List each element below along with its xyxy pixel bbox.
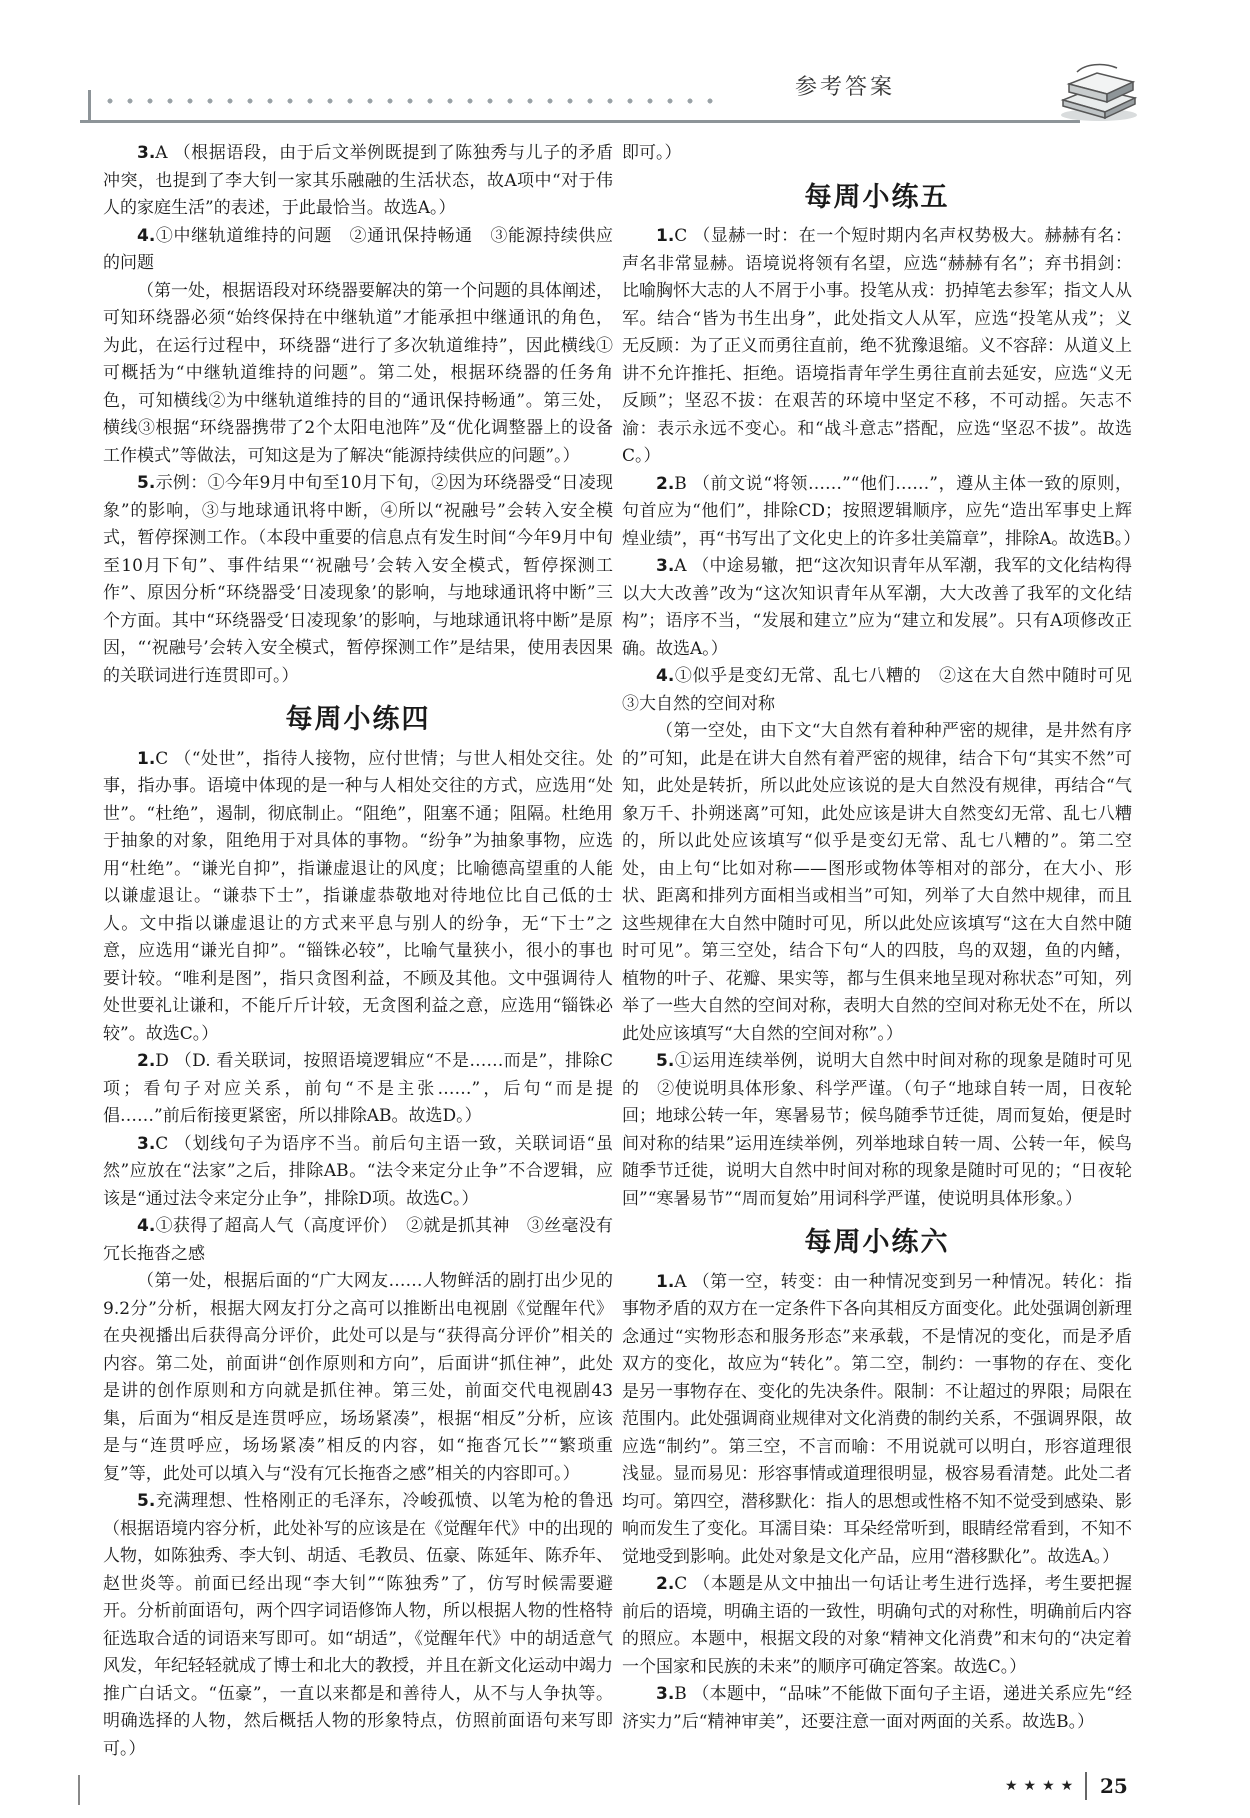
header-left-tick (88, 90, 91, 123)
section-title-week6: 每周小练六 (804, 1227, 950, 1258)
week4-answer-1: 1.C （“处世”，指待人接物，应付世情；与世人相处交往。处事，指办事。语境中体现的是一种与人相处交往的方式，应选用“处世”。“杜绝”，遏制，彻底制止。“阻绝”，阻塞不通；阻隔。杜绝用于抽象的对象，阻绝用于对具体的事物。“纷争”为抽象事物，应选用“杜绝”。“谦光自抑”，指谦虚退让的风度；比喻德高望重的人能以谦虚退让。“谦恭下士”，指谦虚恭敬地对待地位比自己低的士人。文中指以谦虚退让的方式来平息与别人的纷争，无“下士”之意，应选用“谦光自抑”。“锱铢必较”，比喻气量狭小，很小的事也要计较。“唯利是图”，指只贪图利益，不顾及其他。文中强调待人处世要礼让谦和，不能斤斤计较，无贪图利益之意，应选用“锱铢必较”。故选C。） (103, 748, 613, 1044)
week5-answer-3: 3.A （中途易辙，把“这次知识青年从军潮，我军的文化结构得以大大改善”改为“这次知识青年从军潮，大大改善了我军的文化结构”；语序不当，“发展和建立”应为“建立和发展”。只有A项修改正确。故选A。） (622, 556, 1132, 659)
week5-answer-1: 1.C （显赫一时：在一个短时期内名声权势极大。赫赫有名：声名非常显赫。语境说将领有名望，应选“赫赫有名”；弃书捐剑：比喻胸怀大志的人不屑于小事。投笔从戎：扔掉笔去参军；指文人从军。结合“皆为书生出身”，此处指文人从军，应选“投笔从戎”；义无反顾：为了正义而勇往直前，绝不犹豫退缩。义不容辞：从道义上讲不允许推托、拒绝。语境指青年学生勇往直前去延安，应选“义无反顾”；坚忍不拔：在艰苦的环境中坚定不移，不可动摇。矢志不渝：表示永远不变心。和“战斗意志”搭配，应选“坚忍不拔”。故选C。） (622, 226, 1132, 466)
page-header (80, 60, 1160, 120)
header-rule (80, 120, 1080, 123)
header-dots-decoration (100, 98, 720, 104)
page-footer (1005, 1774, 1155, 1808)
right-column (622, 140, 1149, 1736)
section-title-week4: 每周小练四 (285, 704, 431, 735)
section-title-week5: 每周小练五 (804, 181, 950, 213)
page-number: 25 (1100, 1774, 1128, 1798)
difficulty-stars-icon: ★★★★ (1005, 1778, 1080, 1794)
left-answer-5: 5.示例：①今年9月中旬至10月下旬，②因为环绕器受“日凌现象”的影响，③与地球通讯将中断，④所以“祝融号”会转入安全模式，暂停探测工作。（本段中重要的信息点有发生时间“今年9月中旬至10月下旬”、事件结果“‘祝融号’会转入安全模式，暂停探测工作”、原因分析“环绕器受‘日凌现象’的影响，与地球通讯将中断”三个方面。其中“环绕器受‘日凌现象’的影响，与地球通讯将中断”是原因，“‘祝融号’会转入安全模式，暂停探测工作”是结果，使用表因果的关联词进行连贯即可。） (103, 473, 613, 686)
week4-answer-4: 4.①获得了超高人气（高度评价） ②就是抓其神 ③丝毫没有冗长拖沓之感 (103, 1216, 613, 1264)
week5-answer-4: 4.①似乎是变幻无常、乱七八糟的 ②这在大自然中随时可见 ③大自然的空间对称 (622, 666, 1149, 714)
left-answer-4-explanation: （第一处，根据语段对环绕器要解决的第一个问题的具体阐述，可知环绕器必须“始终保持在中继轨道”才能承担中继通讯的角色，为此，在运行过程中，环绕器“进行了多次轨道维持”，因此横线①可概括为“中继轨道维持的问题”。第二处，根据环绕器的任务角色，可知横线②为中继轨道维持的目的“通讯保持畅通”。第三处，横线③根据“环绕器携带了2个太阳电池阵”及“优化调整器上的设备工作模式”等做法，可知这是为了解决“能源持续供应的问题”。） (103, 280, 613, 466)
left-answer-4: 4.①中继轨道维持的问题 ②通讯保持畅通 ③能源持续供应的问题 (103, 225, 613, 273)
header-title: 参考答案 (795, 75, 896, 100)
left-answer-3: 3.A （根据语段，由于后文举例既提到了陈独秀与儿子的矛盾冲突，也提到了李大钊一家其乐融融的生活状态，故A项中“对于伟人的家庭生活”的表述，于此最恰当。故选A。） (103, 143, 613, 218)
week5-answer-2: 2.B （前文说“将领……”“他们……”，遵从主体一致的原则，句首应为“他们”，排除CD；按照逻辑顺序，应先“造出军事史上辉煌业绩”，再“书写出了文化史上的许多壮美篇章”，排除A。故选B。） (622, 473, 1141, 549)
week4-answer-5: 5.充满理想、性格刚正的毛泽东，冷峻孤愤、以笔为枪的鲁迅（根据语境内容分析，此处补写的应该是在《觉醒年代》中的出现的人物，如陈独秀、李大钊、胡适、毛教员、伍豪、陈延年、陈乔年、赵世炎等。前面已经出现“李大钊”“陈独秀”了，仿写时候需要避开。分析前面语句，两个四字词语修饰人物，所以根据人物的性格特征选取合适的词语来写即可。如“胡适”，《觉醒年代》中的胡适意气风发，年纪轻轻就成了博士和北大的教授，并且在新文化运动中竭力推广白话文。“伍豪”，一直以来都是和善待人，从不与人争执等。明确选择的人物，然后概括人物的形象特点，仿照前面语句来写即可。） (103, 1491, 613, 1759)
books-icon (1055, 60, 1140, 122)
week6-answer-3: 3.B （本题中，“品味”不能做下面句子主语，递进关系应先“经济实力”后“精神审美”，还要注意一面对两面的关系。故选B。） (622, 1684, 1132, 1732)
week5-answer-4-explanation: （第一空处，由下文“大自然有着种种严密的规律，是井然有序的”可知，此是在讲大自然有着严密的规律，结合下句“其实不然”可知，此处是转折，所以此处应该说的是大自然没有规律，再结合“气象万千、扑朔迷离”可知，此处应该是讲大自然变幻无常、乱七八糟的，所以此处应该填写“似乎是变幻无常、乱七八糟的”。第二空处，由上句“比如对称——图形或物体等相对的部分，在大小、形状、距离和排列方面相当或相当”可知，列举了大自然中规律，而且这些规律在大自然中随时可见，所以此处应该填写“这在大自然中随时可见”。第三空处，结合下句“人的四肢，鸟的双翅，鱼的内鳍，植物的叶子、花瓣、果实等，都与生俱来地呈现对称状态”可知，列举了一些大自然的空间对称，表明大自然的空间对称无处不在，所以此处应该填写“大自然的空间对称”。） (622, 721, 1132, 1044)
footer-divider (1085, 1772, 1087, 1800)
week4-answer-3: 3.C （划线句子为语序不当。前后句主语一致，关联词语“虽然”应放在“法家”之后，排除AB。“法令来定分止争”不合逻辑，应该是“通过法令来定分止争”，排除D项。故选C。） (103, 1133, 613, 1209)
bottom-margin-tick (78, 1775, 80, 1805)
week4-answer-4-explanation: （第一处，根据后面的“广大网友……人物鲜活的剧打出少见的9.2分”分析，根据大网友打分之高可以推断出电视剧《觉醒年代》在央视播出后获得高分评价，此处可以是与“获得高分评价”相关的内容。第二处，前面讲“创作原则和方向”，后面讲“抓住神”，此处是讲的创作原则和方向就是抓住神。第三处，前面交代电视剧43集，后面为“相反是连贯呼应，场场紧凑”，根据“相反”分析，应该是与“连贯呼应，场场紧凑”相反的内容，如“拖沓冗长”“繁琐重复”等，此处可以填入与“没有冗长拖沓之感”相关的内容即可。） (103, 1271, 613, 1484)
week6-answer-2: 2.C （本题是从文中抽出一句话让考生进行选择，考生要把握前后的语境，明确主语的一致性，明确句式的对称性，明确前后内容的照应。本题中，根据文段的对象“精神文化消费”和末句的“决定着一个国家和民族的未来”的顺序可确定答案。故选C。） (622, 1574, 1132, 1677)
week5-answer-5: 5.①运用连续举例，说明大自然中时间对称的现象是随时可见的 ②使说明具体形象、科学严谨。（句子“地球自转一周，日夜轮回；地球公转一年，寒暑易节；候鸟随季节迁徙，周而复始，便是时间对称的结果”运用连续举例，列举地球自转一周、公转一年，候鸟随季节迁徙，说明大自然中时间对称的现象是随时可见的；“日夜轮回”“寒暑易节”“周而复始”用词科学严谨，使说明具体形象。） (622, 1051, 1132, 1209)
right-continued-text: 即可。） (622, 143, 682, 163)
week6-answer-1: 1.A （第一空，转变：由一种情况变到另一种情况。转化：指事物矛盾的双方在一定条件下各向其相反方面变化。此处强调创新理念通过“实物形态和服务形态”来承载，不是情况的变化，而是矛盾双方的变化，故应为“转化”。第二空，制约：一事物的存在、变化是另一事物存在、变化的先决条件。限制：不让超过的界限；局限在范围内。此处强调商业规律对文化消费的制约关系，不强调界限，故应选“制约”。第三空，不言而喻：不用说就可以明白，形容道理很浅显。显而易见：形容事情或道理很明显，极容易看清楚。此处二者均可。第四空，潜移默化：指人的思想或性格不知不觉受到感染、影响而发生了变化。耳濡目染：耳朵经常听到，眼睛经常看到，不知不觉地受到影响。此处对象是文化产品，应用“潜移默化”。故选A。） (622, 1271, 1132, 1567)
week4-answer-2: 2.D （D. 看关联词，按照语境逻辑应“不是……而是”，排除C项；看句子对应关系，前句“不是主张……”，后句“而是提倡……”前后衔接更紧密，所以排除AB。故选D。） (103, 1051, 613, 1126)
left-column (103, 140, 613, 1763)
